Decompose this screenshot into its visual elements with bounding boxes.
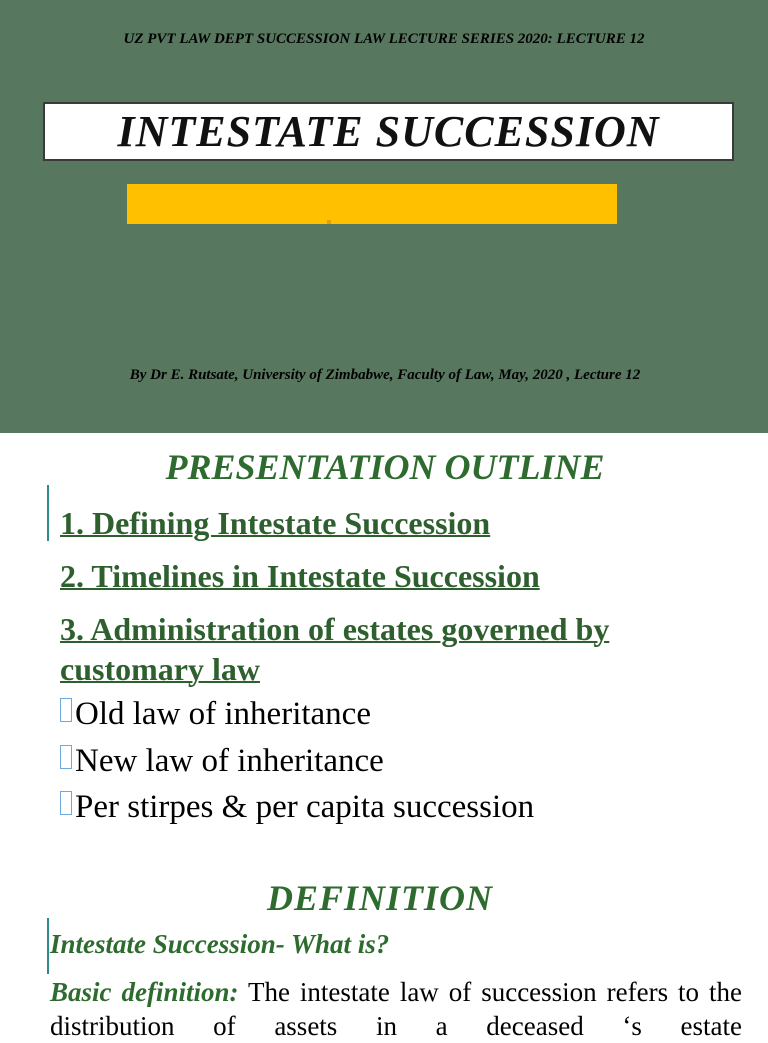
title-box [43, 102, 734, 161]
outline-bullet-new-law [60, 741, 384, 781]
lecture-series-header: UZ PVT LAW DEPT SUCCESSION LAW LECTURE SERIES 2020: LECTURE 12 [123, 31, 645, 47]
basic-definition-label: Basic definition: [50, 977, 239, 1007]
bullet-text: Old law of inheritance [75, 696, 371, 732]
basic-definition [50, 975, 742, 1043]
slide-edge-rule [47, 485, 49, 541]
highlight-bar [127, 184, 617, 224]
basic-definition-text: The intestate law of succession refers to the distribution of assets in a deceased ‘s estate [50, 977, 743, 1041]
bullet-box-icon [60, 745, 72, 769]
title-slide [0, 0, 768, 433]
slide-edge-rule [47, 918, 49, 974]
author-byline: By Dr E. Rutsate, University of Zimbabwe, Faculty of Law, May, 2020 , Lecture 12 [129, 367, 641, 383]
outline-bullet-old-law [60, 694, 371, 734]
bullet-text: New law of inheritance [75, 743, 384, 779]
bullet-text: Per stirpes & per capita succession [75, 789, 535, 825]
outline-bullet-per-stirpes [60, 787, 534, 827]
outline-link-administration[interactable]: 3. Administration of estates governed by customary law [60, 611, 610, 687]
bullet-box-icon [60, 791, 72, 815]
definition-heading: DEFINITION [266, 878, 494, 918]
outline-link-defining[interactable]: 1. Defining Intestate Succession [60, 505, 491, 541]
highlight-mark [327, 220, 331, 224]
outline-heading: PRESENTATION OUTLINE [165, 447, 605, 487]
outline-link-timelines[interactable]: 2. Timelines in Intestate Succession [60, 558, 540, 594]
bullet-box-icon [60, 698, 72, 722]
slide-title: INTESTATE SUCCESSION [117, 107, 660, 156]
definition-subheading: Intestate Succession- What is? [50, 929, 390, 959]
